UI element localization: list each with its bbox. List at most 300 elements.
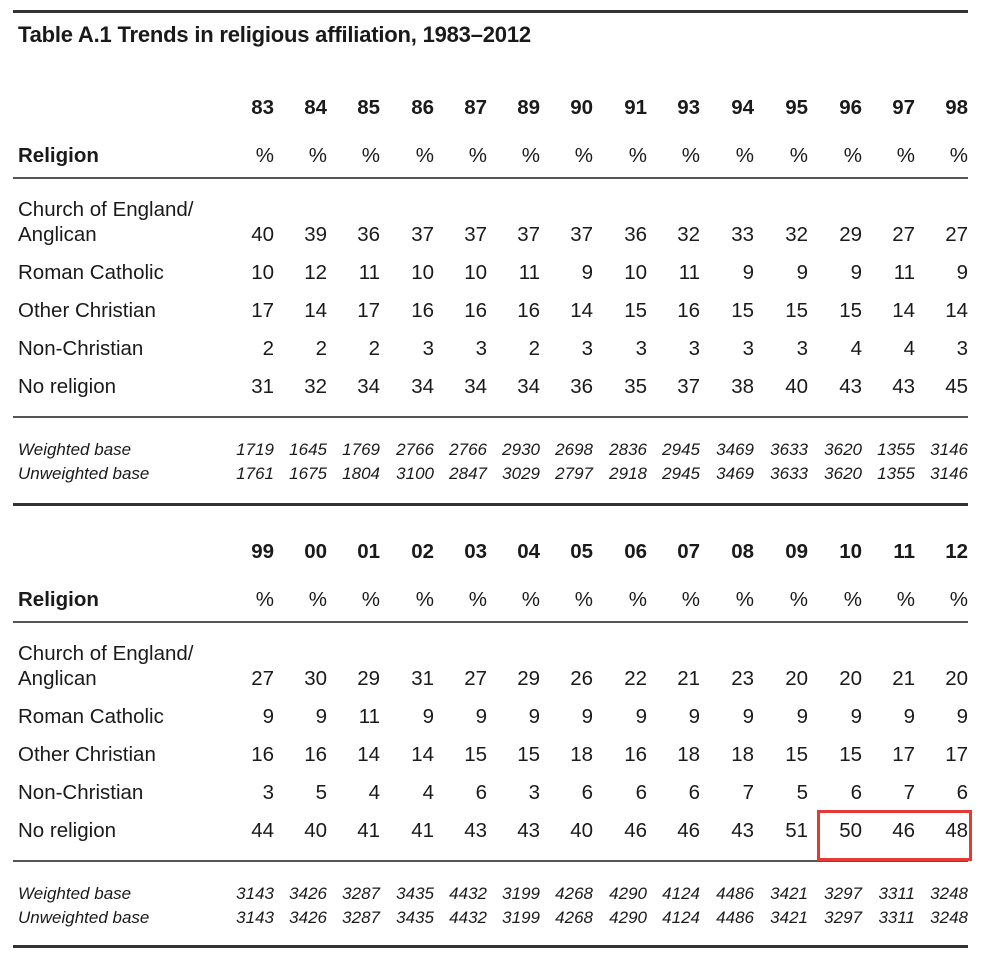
table-cell: 9 xyxy=(528,705,540,728)
table-cell: 9 xyxy=(422,705,434,728)
table-cell: 4 xyxy=(850,337,862,360)
percent-symbol: % xyxy=(255,588,274,611)
base-label: Weighted base xyxy=(18,440,132,459)
table-cell: 07 xyxy=(677,540,700,563)
row-cells xyxy=(0,907,982,937)
table-cell: 83 xyxy=(251,96,274,119)
table-cell: 37 xyxy=(464,223,487,246)
percent-symbol: % xyxy=(574,144,593,167)
table-cell: 3469 xyxy=(716,464,754,483)
table-cell: 9 xyxy=(956,261,968,284)
table-cell: 16 xyxy=(517,299,540,322)
table-cell: 3 xyxy=(475,337,487,360)
table-cell: 3435 xyxy=(396,908,434,927)
table-cell: 18 xyxy=(677,743,700,766)
table-cell: 11 xyxy=(893,540,915,563)
table-cell: 3633 xyxy=(770,464,808,483)
table-cell: 15 xyxy=(785,743,808,766)
table-cell: 4432 xyxy=(449,884,487,903)
table-cell: 2847 xyxy=(449,464,487,483)
table-cell: 18 xyxy=(570,743,593,766)
base-label: Weighted base xyxy=(18,884,132,903)
table-cell: 3421 xyxy=(770,908,808,927)
table-cell: 2797 xyxy=(555,464,593,483)
table-cell: 09 xyxy=(785,540,808,563)
table-cell: 86 xyxy=(411,96,434,119)
row-label: Non-Christian xyxy=(18,337,144,360)
table-cell: 1769 xyxy=(342,440,380,459)
table-cell: 10 xyxy=(624,261,647,284)
table-cell: 11 xyxy=(893,261,915,284)
table-cell: 3143 xyxy=(236,884,274,903)
table-cell: 15 xyxy=(839,743,862,766)
percent-symbol: % xyxy=(468,144,487,167)
table-cell: 2698 xyxy=(555,440,593,459)
table-cell: 16 xyxy=(251,743,274,766)
table-cell: 99 xyxy=(251,540,274,563)
table-cell: 3287 xyxy=(342,908,380,927)
table-cell: 26 xyxy=(570,667,593,690)
percent-symbol: % xyxy=(735,144,754,167)
percent-symbol: % xyxy=(735,588,754,611)
table-cell: 11 xyxy=(518,261,540,284)
religion-header: Religion xyxy=(18,144,99,167)
table-cell: 4290 xyxy=(609,908,647,927)
table-cell: 51 xyxy=(785,819,808,842)
table-cell: 40 xyxy=(785,375,808,398)
table-cell: 4290 xyxy=(609,884,647,903)
row-label: Roman Catholic xyxy=(18,261,164,284)
percent-symbol: % xyxy=(574,588,593,611)
table-cell: 20 xyxy=(945,667,968,690)
table-row xyxy=(0,198,982,252)
table-cell: 27 xyxy=(892,223,915,246)
table-cell: 90 xyxy=(570,96,593,119)
percent-symbol: % xyxy=(468,588,487,611)
percent-symbol: % xyxy=(628,144,647,167)
table-cell: 84 xyxy=(304,96,327,119)
table-row xyxy=(0,260,982,290)
table-cell: 32 xyxy=(677,223,700,246)
row-cells xyxy=(0,298,982,328)
table-cell: 1675 xyxy=(289,464,327,483)
table-cell: 6 xyxy=(475,781,487,804)
table-cell: 3 xyxy=(688,337,700,360)
table-cell: 05 xyxy=(570,540,593,563)
row-label: Non-Christian xyxy=(18,781,144,804)
table-cell: 3297 xyxy=(824,884,862,903)
table-cell: 3100 xyxy=(396,464,434,483)
table-cell: 9 xyxy=(262,705,274,728)
table-cell: 6 xyxy=(688,781,700,804)
table-cell: 93 xyxy=(677,96,700,119)
top-rule xyxy=(13,10,968,13)
percent-symbol: % xyxy=(308,588,327,611)
table-cell: 1645 xyxy=(289,440,327,459)
table-row xyxy=(0,780,982,810)
table-cell: 4268 xyxy=(555,908,593,927)
table-cell: 39 xyxy=(304,223,327,246)
table-cell: 36 xyxy=(624,223,647,246)
panel-separator-rule xyxy=(13,503,968,506)
table-cell: 94 xyxy=(731,96,754,119)
table-cell: 01 xyxy=(357,540,380,563)
percent-cells xyxy=(0,143,982,173)
table-cell: 48 xyxy=(945,819,968,842)
percent-cells xyxy=(0,587,982,617)
table-cell: 9 xyxy=(796,705,808,728)
percent-symbol: % xyxy=(896,144,915,167)
table-cell: 9 xyxy=(635,705,647,728)
row-cells xyxy=(0,374,982,404)
table-cell: 3146 xyxy=(930,440,968,459)
table-cell: 32 xyxy=(785,223,808,246)
table-cell: 6 xyxy=(850,781,862,804)
table-cell: 43 xyxy=(731,819,754,842)
row-cells xyxy=(0,780,982,810)
table-cell: 6 xyxy=(956,781,968,804)
row-label: No religion xyxy=(18,819,116,842)
table-row xyxy=(0,704,982,734)
table-cell: 2766 xyxy=(449,440,487,459)
row-label: Other Christian xyxy=(18,743,156,766)
unit-header-row xyxy=(0,587,982,617)
table-cell: 85 xyxy=(357,96,380,119)
table-cell: 3248 xyxy=(930,908,968,927)
table-cell: 08 xyxy=(731,540,754,563)
table-cell: 3 xyxy=(742,337,754,360)
table-cell: 10 xyxy=(839,540,862,563)
table-cell: 3297 xyxy=(824,908,862,927)
table-cell: 4268 xyxy=(555,884,593,903)
percent-symbol: % xyxy=(843,144,862,167)
table-cell: 4 xyxy=(368,781,380,804)
table-cell: 3421 xyxy=(770,884,808,903)
table-row xyxy=(0,336,982,366)
table-cell: 10 xyxy=(411,261,434,284)
table-cell: 1761 xyxy=(236,464,274,483)
table-row xyxy=(0,742,982,772)
table-cell: 27 xyxy=(464,667,487,690)
table-cell: 2766 xyxy=(396,440,434,459)
table-cell: 15 xyxy=(624,299,647,322)
table-cell: 3620 xyxy=(824,440,862,459)
table-cell: 14 xyxy=(892,299,915,322)
highlight-box xyxy=(817,810,972,861)
table-cell: 16 xyxy=(411,299,434,322)
table-cell: 46 xyxy=(892,819,915,842)
table-cell: 15 xyxy=(517,743,540,766)
table-cell: 31 xyxy=(411,667,434,690)
table-cell: 3029 xyxy=(502,464,540,483)
table-cell: 11 xyxy=(358,705,380,728)
table-cell: 16 xyxy=(304,743,327,766)
row-cells xyxy=(0,666,982,696)
unweighted-base-row xyxy=(0,907,982,937)
row-label-line1: Church of England/ xyxy=(18,642,194,665)
table-cell: 02 xyxy=(411,540,434,563)
table-cell: 21 xyxy=(892,667,915,690)
percent-symbol: % xyxy=(949,144,968,167)
percent-symbol: % xyxy=(681,144,700,167)
table-cell: 11 xyxy=(358,261,380,284)
table-cell: 10 xyxy=(251,261,274,284)
header-rule xyxy=(13,621,968,623)
table-cell: 95 xyxy=(785,96,808,119)
table-cell: 31 xyxy=(251,375,274,398)
table-cell: 16 xyxy=(464,299,487,322)
table-cell: 40 xyxy=(304,819,327,842)
table-cell: 3633 xyxy=(770,440,808,459)
row-label-line2: Anglican xyxy=(18,223,97,246)
religion-header: Religion xyxy=(18,588,99,611)
table-cell: 9 xyxy=(796,261,808,284)
table-cell: 10 xyxy=(464,261,487,284)
table-cell: 22 xyxy=(624,667,647,690)
table-cell: 3469 xyxy=(716,440,754,459)
table-cell: 3 xyxy=(956,337,968,360)
row-label: Other Christian xyxy=(18,299,156,322)
table-cell: 3426 xyxy=(289,884,327,903)
table-row xyxy=(0,374,982,404)
table-cell: 3311 xyxy=(878,908,915,927)
table-cell: 1355 xyxy=(877,440,915,459)
table-cell: 17 xyxy=(892,743,915,766)
year-header-row xyxy=(0,539,982,569)
table-cell: 12 xyxy=(945,540,968,563)
table-cell: 00 xyxy=(304,540,327,563)
table-cell: 2945 xyxy=(662,464,700,483)
table-cell: 9 xyxy=(850,705,862,728)
row-label: Roman Catholic xyxy=(18,705,164,728)
row-cells xyxy=(0,222,982,252)
table-cell: 14 xyxy=(304,299,327,322)
table-cell: 17 xyxy=(357,299,380,322)
table-cell: 7 xyxy=(903,781,915,804)
table-cell: 2 xyxy=(528,337,540,360)
row-label: No religion xyxy=(18,375,116,398)
row-cells xyxy=(0,539,982,569)
table-cell: 9 xyxy=(903,705,915,728)
table-cell: 43 xyxy=(517,819,540,842)
table-cell: 43 xyxy=(892,375,915,398)
table-cell: 2 xyxy=(368,337,380,360)
table-cell: 9 xyxy=(581,261,593,284)
table-cell: 9 xyxy=(475,705,487,728)
percent-symbol: % xyxy=(681,588,700,611)
table-cell: 4124 xyxy=(662,884,700,903)
table-cell: 14 xyxy=(945,299,968,322)
table-cell: 20 xyxy=(785,667,808,690)
row-cells xyxy=(0,260,982,290)
table-cell: 35 xyxy=(624,375,647,398)
table-cell: 6 xyxy=(635,781,647,804)
table-cell: 41 xyxy=(411,819,434,842)
base-label: Unweighted base xyxy=(18,908,150,927)
table-cell: 98 xyxy=(945,96,968,119)
table-cell: 15 xyxy=(839,299,862,322)
table-cell: 37 xyxy=(517,223,540,246)
percent-symbol: % xyxy=(521,588,540,611)
table-cell: 33 xyxy=(731,223,754,246)
table-cell: 16 xyxy=(677,299,700,322)
table-cell: 91 xyxy=(624,96,647,119)
table-cell: 9 xyxy=(688,705,700,728)
table-cell: 38 xyxy=(731,375,754,398)
table-cell: 30 xyxy=(304,667,327,690)
table-cell: 29 xyxy=(357,667,380,690)
percent-symbol: % xyxy=(415,144,434,167)
percent-symbol: % xyxy=(896,588,915,611)
table-cell: 27 xyxy=(945,223,968,246)
table-cell: 29 xyxy=(839,223,862,246)
table-cell: 97 xyxy=(892,96,915,119)
row-cells xyxy=(0,95,982,125)
percent-symbol: % xyxy=(789,588,808,611)
table-cell: 4486 xyxy=(716,908,754,927)
table-cell: 4124 xyxy=(662,908,700,927)
table-cell: 89 xyxy=(517,96,540,119)
row-cells xyxy=(0,463,982,493)
table-cell: 34 xyxy=(357,375,380,398)
percent-symbol: % xyxy=(843,588,862,611)
table-cell: 3143 xyxy=(236,908,274,927)
table-cell: 06 xyxy=(624,540,647,563)
table-cell: 9 xyxy=(315,705,327,728)
table-cell: 87 xyxy=(464,96,487,119)
table-cell: 18 xyxy=(731,743,754,766)
table-cell: 46 xyxy=(677,819,700,842)
table-cell: 36 xyxy=(357,223,380,246)
percent-symbol: % xyxy=(521,144,540,167)
bottom-rule xyxy=(13,945,968,948)
table-cell: 50 xyxy=(839,819,862,842)
table-cell: 3620 xyxy=(824,464,862,483)
table-cell: 7 xyxy=(742,781,754,804)
row-cells xyxy=(0,336,982,366)
table-title: Table A.1 Trends in religious affiliation, 1983–2012 xyxy=(18,22,531,47)
header-rule xyxy=(13,177,968,179)
table-cell: 3199 xyxy=(502,908,540,927)
table-cell: 6 xyxy=(581,781,593,804)
table-cell: 15 xyxy=(464,743,487,766)
table-cell: 36 xyxy=(570,375,593,398)
percent-symbol: % xyxy=(789,144,808,167)
row-cells xyxy=(0,704,982,734)
percent-symbol: % xyxy=(255,144,274,167)
body-rule xyxy=(13,416,968,418)
table-cell: 2930 xyxy=(502,440,540,459)
table-cell: 03 xyxy=(464,540,487,563)
table-cell: 43 xyxy=(839,375,862,398)
table-cell: 43 xyxy=(464,819,487,842)
table-cell: 16 xyxy=(624,743,647,766)
table-cell: 17 xyxy=(945,743,968,766)
table-cell: 9 xyxy=(581,705,593,728)
table-cell: 4 xyxy=(903,337,915,360)
table-cell: 3 xyxy=(581,337,593,360)
table-cell: 4486 xyxy=(716,884,754,903)
table-cell: 40 xyxy=(251,223,274,246)
table-cell: 14 xyxy=(357,743,380,766)
table-cell: 1355 xyxy=(877,464,915,483)
table-cell: 29 xyxy=(517,667,540,690)
table-cell: 3199 xyxy=(502,884,540,903)
table-cell: 3311 xyxy=(878,884,915,903)
table-cell: 3 xyxy=(528,781,540,804)
table-cell: 3 xyxy=(262,781,274,804)
table-cell: 34 xyxy=(517,375,540,398)
table-cell: 3287 xyxy=(342,884,380,903)
year-header-row xyxy=(0,95,982,125)
table-cell: 41 xyxy=(357,819,380,842)
table-cell: 04 xyxy=(517,540,540,563)
unweighted-base-row xyxy=(0,463,982,493)
table-cell: 9 xyxy=(742,705,754,728)
table-cell: 15 xyxy=(731,299,754,322)
unit-header-row xyxy=(0,143,982,173)
table-cell: 34 xyxy=(464,375,487,398)
table-cell: 2945 xyxy=(662,440,700,459)
table-cell: 44 xyxy=(251,819,274,842)
row-cells xyxy=(0,742,982,772)
table-cell: 12 xyxy=(304,261,327,284)
table-cell: 9 xyxy=(742,261,754,284)
table-cell: 21 xyxy=(677,667,700,690)
table-cell: 1804 xyxy=(342,464,380,483)
table-cell: 5 xyxy=(796,781,808,804)
table-cell: 46 xyxy=(624,819,647,842)
table-cell: 40 xyxy=(570,819,593,842)
table-row xyxy=(0,298,982,328)
percent-symbol: % xyxy=(361,144,380,167)
table-cell: 27 xyxy=(251,667,274,690)
percent-symbol: % xyxy=(361,588,380,611)
table-row xyxy=(0,642,982,696)
table-cell: 23 xyxy=(731,667,754,690)
table-cell: 1719 xyxy=(236,440,274,459)
table-cell: 14 xyxy=(570,299,593,322)
percent-symbol: % xyxy=(949,588,968,611)
table-cell: 3435 xyxy=(396,884,434,903)
table-cell: 32 xyxy=(304,375,327,398)
table-cell: 3 xyxy=(635,337,647,360)
table-cell: 20 xyxy=(839,667,862,690)
row-label-line2: Anglican xyxy=(18,667,97,690)
table-cell: 17 xyxy=(251,299,274,322)
table-cell: 37 xyxy=(411,223,434,246)
table-cell: 2 xyxy=(315,337,327,360)
percent-symbol: % xyxy=(415,588,434,611)
percent-symbol: % xyxy=(308,144,327,167)
table-cell: 5 xyxy=(315,781,327,804)
table-cell: 3 xyxy=(796,337,808,360)
table-cell: 9 xyxy=(850,261,862,284)
table-cell: 45 xyxy=(945,375,968,398)
table-cell: 2 xyxy=(262,337,274,360)
table-cell: 11 xyxy=(678,261,700,284)
table-cell: 14 xyxy=(411,743,434,766)
table-cell: 9 xyxy=(956,705,968,728)
table-cell: 4 xyxy=(422,781,434,804)
table-cell: 3248 xyxy=(930,884,968,903)
percent-symbol: % xyxy=(628,588,647,611)
table-cell: 3 xyxy=(422,337,434,360)
table-cell: 2836 xyxy=(609,440,647,459)
table-cell: 3426 xyxy=(289,908,327,927)
row-label-line1: Church of England/ xyxy=(18,198,194,221)
table-cell: 37 xyxy=(677,375,700,398)
